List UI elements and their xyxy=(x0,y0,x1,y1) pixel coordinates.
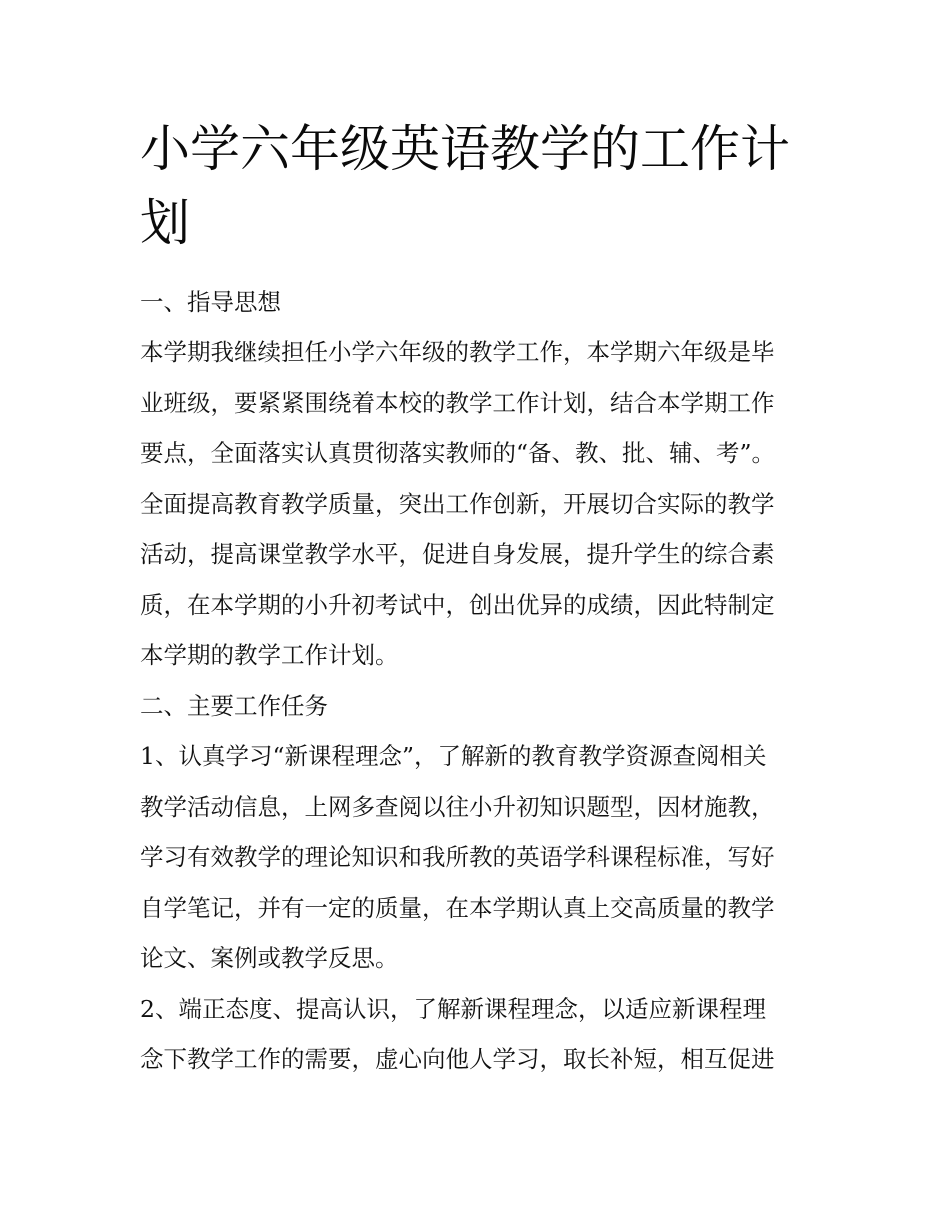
title-line-2: 划 xyxy=(140,194,190,252)
body-line: 2、端正态度、提高认识，了解新课程理念，以适应新课程理 xyxy=(140,995,766,1023)
body-line: 念下教学工作的需要，虚心向他人学习，取长补短，相互促进 xyxy=(140,1045,775,1073)
body-line: 自学笔记，并有一定的质量，在本学期认真上交高质量的教学 xyxy=(140,894,775,922)
document-title xyxy=(140,112,820,260)
body-line: 学习有效教学的理论知识和我所教的英语学科课程标准，写好 xyxy=(140,843,775,871)
body-line: 要点，全面落实认真贯彻落实教师的“备、教、批、辅、考”。 xyxy=(140,439,776,467)
body-line: 活动，提高课堂教学水平，促进自身发展，提升学生的综合素 xyxy=(140,540,775,568)
body-line: 全面提高教育教学质量，突出工作创新，开展切合实际的教学 xyxy=(140,490,775,518)
body-line: 1、认真学习“新课程理念”，了解新的教育教学资源查阅相关 xyxy=(140,742,767,770)
title-line-1: 小学六年级英语教学的工作计 xyxy=(140,120,790,178)
body-line: 本学期的教学工作计划。 xyxy=(140,641,399,669)
section-heading-guiding-ideology: 一、指导思想 xyxy=(140,288,281,316)
section-heading-main-tasks: 二、主要工作任务 xyxy=(140,692,328,720)
body-line: 教学活动信息，上网多查阅以往小升初知识题型，因材施教， xyxy=(140,793,775,821)
body-line: 业班级，要紧紧围绕着本校的教学工作计划，结合本学期工作 xyxy=(140,389,775,417)
body-line: 质，在本学期的小升初考试中，创出优异的成绩，因此特制定 xyxy=(140,591,775,619)
body-line: 本学期我继续担任小学六年级的教学工作，本学期六年级是毕 xyxy=(140,338,775,366)
body-line: 论文、案例或教学反思。 xyxy=(140,944,399,972)
